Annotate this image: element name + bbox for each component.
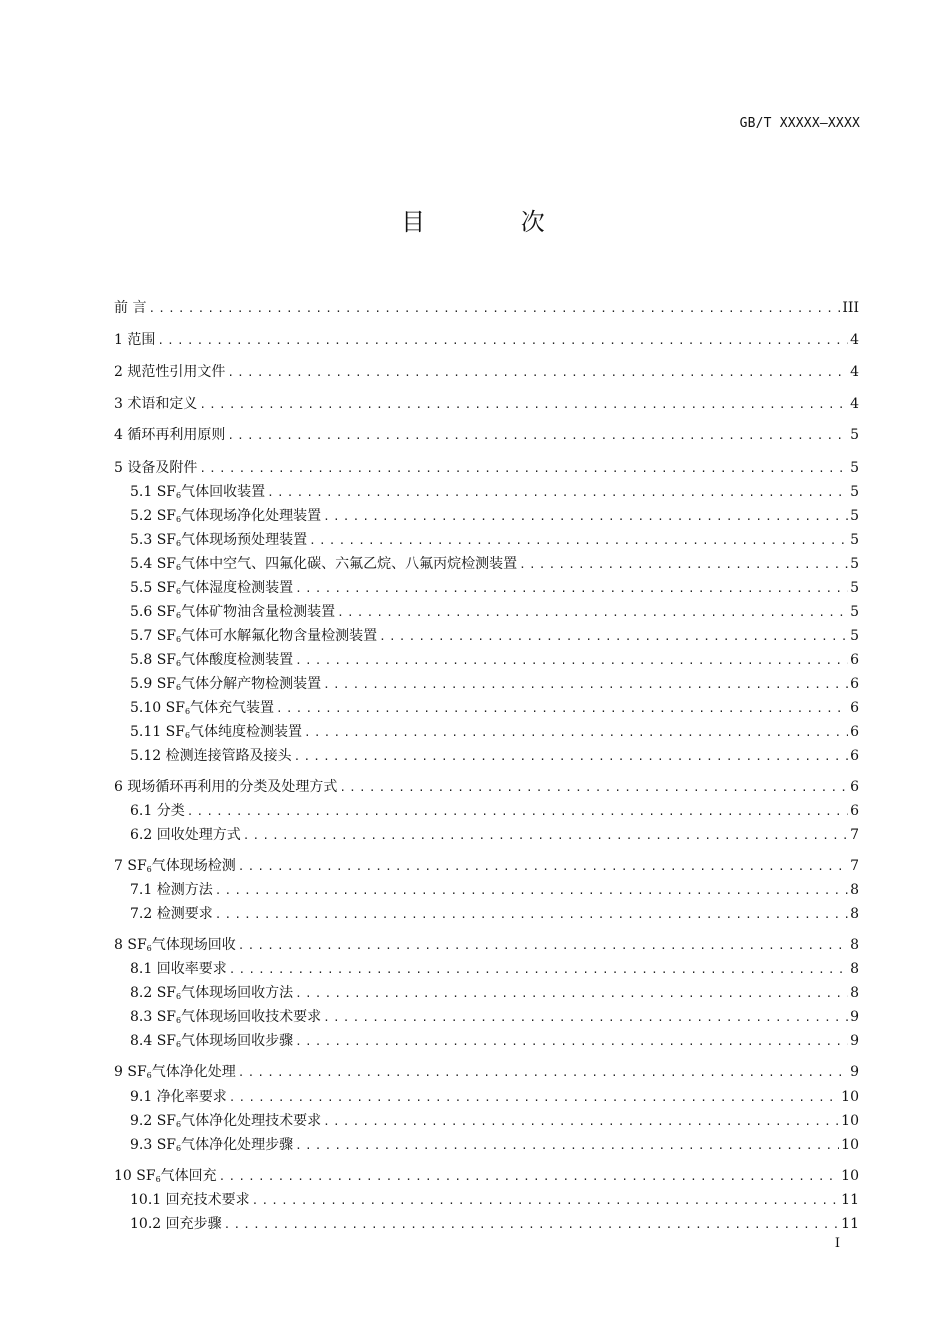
dot-leader bbox=[267, 483, 848, 503]
subscript-6: 6 bbox=[176, 1040, 182, 1049]
subscript-6: 6 bbox=[146, 944, 152, 953]
dot-leader bbox=[379, 627, 848, 647]
toc-entry-label: 8.3 $SF_6$气体现场回收技术要求 bbox=[130, 1009, 322, 1025]
toc-entry[interactable] bbox=[130, 825, 859, 845]
toc-entry-label: 5.1 $SF_6$气体回收装置 bbox=[130, 484, 266, 500]
toc-entry-label: 5.12 检测连接管路及接头 bbox=[130, 748, 292, 764]
dot-leader bbox=[295, 984, 848, 1004]
dot-leader bbox=[238, 936, 848, 956]
toc-entry-label: 1 范围 bbox=[114, 332, 156, 348]
toc-entry[interactable] bbox=[130, 801, 859, 821]
toc-entry[interactable] bbox=[130, 746, 859, 766]
toc-entry[interactable] bbox=[130, 904, 859, 924]
toc-entry-page: III bbox=[842, 300, 859, 316]
subscript-6: 6 bbox=[176, 1144, 182, 1153]
toc-entry-label: 10 $SF_6$气体回充 bbox=[114, 1168, 217, 1184]
toc-entry[interactable] bbox=[114, 935, 859, 955]
subscript-6: 6 bbox=[176, 992, 182, 1001]
toc-entry[interactable] bbox=[130, 482, 859, 502]
toc-entry-page: 7 bbox=[850, 827, 859, 843]
toc-entry-label: 4 循环再利用原则 bbox=[114, 427, 226, 443]
toc-entry[interactable] bbox=[130, 554, 859, 574]
toc-entry[interactable] bbox=[130, 530, 859, 550]
toc-entry-page: 9 bbox=[850, 1064, 859, 1080]
toc-entry[interactable] bbox=[130, 1190, 859, 1210]
toc-entry-page: 6 bbox=[850, 700, 859, 716]
toc-entry-label: 10.2 回充步骤 bbox=[130, 1216, 222, 1232]
toc-entry[interactable] bbox=[130, 698, 859, 718]
toc-entry-label: 6.1 分类 bbox=[130, 803, 185, 819]
toc-entry[interactable] bbox=[114, 777, 859, 797]
subscript-6: 6 bbox=[176, 515, 182, 524]
toc-entry-label: 5.5 $SF_6$气体湿度检测装置 bbox=[130, 580, 294, 596]
page-number: I bbox=[834, 1236, 840, 1251]
toc-entry[interactable] bbox=[130, 674, 859, 694]
subscript-6: 6 bbox=[146, 1071, 152, 1080]
toc-entry-label: 8.1 回收率要求 bbox=[130, 961, 227, 977]
toc-entry[interactable] bbox=[130, 1007, 859, 1027]
toc-entry-label: 5.4 $SF_6$气体中空气、四氟化碳、六氟乙烷、八氟丙烷检测装置 bbox=[130, 556, 518, 572]
toc-entry-page: 5 bbox=[850, 628, 859, 644]
toc-entry-label: 7.1 检测方法 bbox=[130, 882, 213, 898]
dot-leader bbox=[229, 1088, 839, 1108]
dot-leader bbox=[304, 723, 848, 743]
toc-entry-label: 5 设备及附件 bbox=[114, 460, 198, 476]
toc-entry-page: 5 bbox=[850, 604, 859, 620]
toc-entry-page: 9 bbox=[850, 1033, 859, 1049]
toc-entry-page: 7 bbox=[850, 858, 859, 874]
dot-leader bbox=[148, 299, 840, 319]
subscript-6: 6 bbox=[176, 563, 182, 572]
dot-leader bbox=[294, 747, 848, 767]
toc-entry[interactable] bbox=[130, 1214, 859, 1234]
toc-entry-page: 10 bbox=[841, 1089, 859, 1105]
subscript-6: 6 bbox=[155, 1175, 161, 1184]
dot-leader bbox=[295, 579, 848, 599]
dot-leader bbox=[199, 459, 848, 479]
toc-entry-label: 6.2 回收处理方式 bbox=[130, 827, 241, 843]
toc-entry-page: 5 bbox=[850, 508, 859, 524]
dot-leader bbox=[337, 603, 848, 623]
toc-entry-label: 2 规范性引用文件 bbox=[114, 364, 226, 380]
toc-entry[interactable] bbox=[130, 1135, 859, 1155]
dot-leader bbox=[276, 699, 848, 719]
toc-entry-page: 8 bbox=[850, 961, 859, 977]
toc-entry[interactable] bbox=[130, 959, 859, 979]
toc-entry-page: 5 bbox=[850, 580, 859, 596]
dot-leader bbox=[323, 507, 848, 527]
dot-leader bbox=[323, 1008, 848, 1028]
dot-leader bbox=[227, 363, 848, 383]
toc-entry-label: 7.2 检测要求 bbox=[130, 906, 213, 922]
toc-entry-page: 10 bbox=[841, 1137, 859, 1153]
subscript-6: 6 bbox=[176, 1120, 182, 1129]
dot-leader bbox=[187, 802, 848, 822]
toc-entry[interactable] bbox=[114, 330, 859, 350]
toc-entry-label: 5.8 $SF_6$气体酸度检测装置 bbox=[130, 652, 294, 668]
dot-leader bbox=[339, 778, 848, 798]
toc-entry[interactable] bbox=[130, 722, 859, 742]
toc-entry[interactable] bbox=[130, 602, 859, 622]
toc-entry-page: 6 bbox=[850, 779, 859, 795]
toc-entry-label: 9.3 $SF_6$气体净化处理步骤 bbox=[130, 1137, 294, 1153]
toc-entry-page: 6 bbox=[850, 803, 859, 819]
toc-entry-page: 4 bbox=[850, 396, 859, 412]
toc-entry[interactable] bbox=[130, 1031, 859, 1051]
toc-entry-label: 8 $SF_6$气体现场回收 bbox=[114, 937, 236, 953]
toc-entry[interactable] bbox=[130, 1111, 859, 1131]
toc-entry[interactable] bbox=[114, 856, 859, 876]
toc-entry[interactable] bbox=[114, 394, 859, 414]
toc-entry[interactable] bbox=[130, 1087, 859, 1107]
toc-entry-page: 4 bbox=[850, 332, 859, 348]
toc-entry-label: 5.2 $SF_6$气体现场净化处理装置 bbox=[130, 508, 322, 524]
dot-leader bbox=[238, 1063, 848, 1083]
subscript-6: 6 bbox=[146, 865, 152, 874]
subscript-6: 6 bbox=[176, 683, 182, 692]
dot-leader bbox=[243, 826, 848, 846]
dot-leader bbox=[238, 857, 848, 877]
toc-entry[interactable] bbox=[130, 650, 859, 670]
toc-entry-page: 10 bbox=[841, 1113, 859, 1129]
toc-entry-page: 9 bbox=[850, 1009, 859, 1025]
toc-entry-label: 9 $SF_6$气体净化处理 bbox=[114, 1064, 236, 1080]
toc-entry-page: 5 bbox=[850, 460, 859, 476]
toc-entry[interactable] bbox=[114, 298, 859, 318]
dot-leader bbox=[309, 531, 848, 551]
subscript-6: 6 bbox=[176, 611, 182, 620]
toc-entry[interactable] bbox=[114, 458, 859, 478]
toc-entry[interactable] bbox=[114, 425, 859, 445]
toc-entry-label: 前 言 bbox=[114, 300, 147, 316]
dot-leader bbox=[199, 395, 848, 415]
toc-entry-page: 5 bbox=[850, 532, 859, 548]
dot-leader bbox=[323, 675, 848, 695]
toc-entry-page: 6 bbox=[850, 676, 859, 692]
toc-entry-page: 5 bbox=[850, 484, 859, 500]
toc-entry[interactable] bbox=[130, 880, 859, 900]
toc-entry-page: 8 bbox=[850, 985, 859, 1001]
dot-leader bbox=[224, 1215, 840, 1235]
toc-entry-label: 5.3 $SF_6$气体现场预处理装置 bbox=[130, 532, 308, 548]
dot-leader bbox=[295, 1032, 848, 1052]
toc-entry-label: 5.11 $SF_6$气体纯度检测装置 bbox=[130, 724, 303, 740]
toc-entry-page: 6 bbox=[850, 652, 859, 668]
toc-entry[interactable] bbox=[114, 1166, 859, 1186]
toc-entry[interactable] bbox=[130, 578, 859, 598]
dot-leader bbox=[157, 331, 848, 351]
toc-entry[interactable] bbox=[130, 983, 859, 1003]
toc-entry-page: 6 bbox=[850, 724, 859, 740]
toc-entry-label: 10.1 回充技术要求 bbox=[130, 1192, 250, 1208]
page-title: 目 次 bbox=[401, 208, 589, 236]
dot-leader bbox=[252, 1191, 840, 1211]
toc-entry[interactable] bbox=[130, 506, 859, 526]
dot-leader bbox=[219, 1167, 840, 1187]
toc-entry-label: 9.1 净化率要求 bbox=[130, 1089, 227, 1105]
toc-entry[interactable] bbox=[130, 626, 859, 646]
toc-entry-page: 4 bbox=[850, 364, 859, 380]
toc-entry-page: 8 bbox=[850, 937, 859, 953]
toc-entry-page: 5 bbox=[850, 427, 859, 443]
dot-leader bbox=[215, 905, 848, 925]
dot-leader bbox=[295, 1136, 839, 1156]
toc-entry-page: 5 bbox=[850, 556, 859, 572]
toc-entry-label: 5.7 $SF_6$气体可水解氟化物含量检测装置 bbox=[130, 628, 378, 644]
toc-entry-page: 8 bbox=[850, 906, 859, 922]
toc-entry-label: 7 $SF_6$气体现场检测 bbox=[114, 858, 236, 874]
subscript-6: 6 bbox=[176, 1016, 182, 1025]
toc-entry-label: 5.10 $SF_6$气体充气装置 bbox=[130, 700, 275, 716]
toc-entry-label: 8.4 $SF_6$气体现场回收步骤 bbox=[130, 1033, 294, 1049]
standard-code: GB/T XXXXX—XXXX bbox=[739, 116, 860, 131]
toc-entry-label: 5.6 $SF_6$气体矿物油含量检测装置 bbox=[130, 604, 336, 620]
toc-entry-label: 9.2 $SF_6$气体净化处理技术要求 bbox=[130, 1113, 322, 1129]
dot-leader bbox=[229, 960, 848, 980]
dot-leader bbox=[227, 426, 848, 446]
subscript-6: 6 bbox=[176, 491, 182, 500]
subscript-6: 6 bbox=[176, 539, 182, 548]
toc-entry-label: 5.9 $SF_6$气体分解产物检测装置 bbox=[130, 676, 322, 692]
toc-entry-label: 8.2 $SF_6$气体现场回收方法 bbox=[130, 985, 294, 1001]
subscript-6: 6 bbox=[176, 587, 182, 596]
dot-leader bbox=[519, 555, 848, 575]
toc-entry-label: 3 术语和定义 bbox=[114, 396, 198, 412]
subscript-6: 6 bbox=[184, 707, 191, 716]
toc-entry[interactable] bbox=[114, 362, 859, 382]
subscript-6: 6 bbox=[176, 659, 182, 668]
dot-leader bbox=[295, 651, 848, 671]
toc-entry-page: 8 bbox=[850, 882, 859, 898]
subscript-6: 6 bbox=[176, 635, 182, 644]
toc-entry-page: 11 bbox=[841, 1192, 859, 1208]
subscript-6: 6 bbox=[184, 731, 191, 740]
toc-entry-label: 6 现场循环再利用的分类及处理方式 bbox=[114, 779, 338, 795]
dot-leader bbox=[323, 1112, 839, 1132]
toc-entry-page: 11 bbox=[841, 1216, 859, 1232]
dot-leader bbox=[215, 881, 848, 901]
toc-entry[interactable] bbox=[114, 1062, 859, 1082]
toc-entry-page: 6 bbox=[850, 748, 859, 764]
toc-entry-page: 10 bbox=[841, 1168, 859, 1184]
